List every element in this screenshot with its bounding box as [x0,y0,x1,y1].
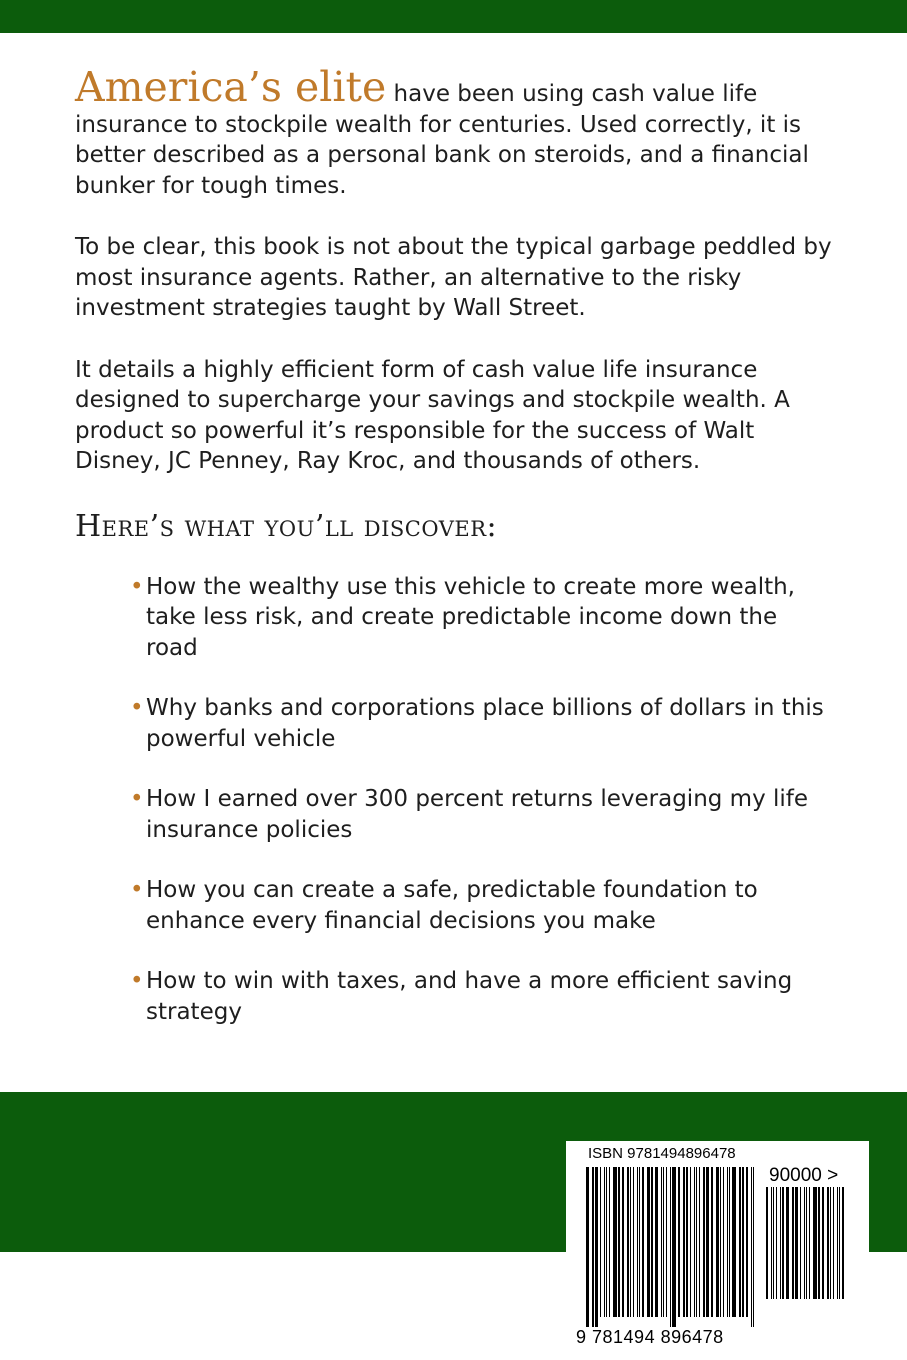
isbn-barcode [566,1141,869,1349]
barcode-bar [773,1187,774,1299]
barcode-bar [647,1167,650,1317]
barcode-bar [727,1167,728,1317]
barcode-bar [792,1187,794,1299]
barcode-bar [600,1167,601,1317]
barcode-bar [690,1167,691,1317]
barcode-bar [742,1167,744,1317]
barcode-bar [723,1167,724,1317]
barcode-bar [842,1187,844,1299]
barcode-bar [739,1167,741,1317]
barcode-bar [818,1187,820,1299]
list-item: • How to win with taxes, and have a more efficient saving strategy [130,968,793,1025]
barcode-bar [683,1167,685,1317]
barcode-bar [622,1167,624,1317]
barcode-bar [833,1187,834,1299]
barcode-bar [729,1167,730,1317]
barcode-bar [822,1187,824,1299]
barcode-bar [837,1187,838,1299]
bullet-icon: • [130,786,144,812]
paragraph-2: To be clear, this book is not about the typical garbage peddled by most insurance agents. Rather, an alternative to the risky investment strategies taught by Wall Street. [75,234,832,321]
barcode-bar [595,1167,598,1327]
barcode-bar [661,1167,662,1317]
barcode-bar [839,1187,840,1299]
intro-text: have been using cash value life insurance to stockpile wealth for centuries. Used correctly, it is better described as a personal bank on steroids, and a financial bunker for tough times. [75,81,809,199]
bullet-icon: • [130,573,144,600]
barcode-bar [651,1167,653,1317]
bullet-icon: • [130,877,144,903]
top-green-band [0,0,907,33]
list-item: • How the wealthy use this vehicle to create more wealth, take less risk, and create predictable income down the road [130,573,795,661]
barcode-number: 9 781494 896478 [576,1327,724,1347]
barcode-bar [751,1167,752,1327]
barcode-bar [732,1167,736,1317]
barcode-bar [780,1187,781,1299]
barcode-bar [604,1167,605,1317]
barcode-bar [642,1167,644,1317]
barcode-bar [609,1167,610,1317]
barcode-bar [800,1187,801,1299]
barcode-bar [699,1167,700,1317]
bullet-icon: • [130,968,144,994]
list-item: • Why banks and corporations place billions of dollars in this powerful vehicle [130,695,824,752]
barcode-bar [795,1187,798,1299]
barcode-bar [618,1167,620,1317]
barcode-bar [753,1167,754,1327]
barcode-bar [746,1167,748,1317]
barcode-bar [630,1167,631,1317]
main-barcode-bars [586,1167,756,1327]
barcode-bar [633,1167,634,1317]
back-cover-text [75,63,835,1057]
isbn-label: ISBN 9781494896478 [588,1145,736,1162]
barcode-bar [678,1167,680,1317]
barcode-bar [666,1167,667,1317]
barcode-bar [809,1187,810,1299]
barcode-bar [776,1187,777,1299]
barcode-bar [771,1187,772,1299]
price-code: 90000 > [769,1165,839,1186]
barcode-bar [804,1187,805,1299]
barcode-bar [672,1167,676,1327]
barcode-bar [711,1167,713,1317]
list-item: • How I earned over 300 percent returns leveraging my life insurance policies [130,786,809,843]
barcode-bar [592,1167,594,1327]
barcode-bar [703,1167,705,1317]
paragraph-3: It details a highly efficient form of cash value life insurance designed to supercharge your savings and stockpile wealth. A product so powerful it’s responsible for the success of Walt Disney, JC Penney, Ray Kroc, and thousands of others. [75,356,790,474]
intro-paragraph [75,63,835,201]
barcode-bar [813,1187,817,1299]
barcode-bar [694,1167,695,1317]
barcode-bar [696,1167,697,1317]
discover-heading: Here’s what you’ll discover: [75,508,498,544]
barcode-bar [586,1167,589,1327]
discover-list [75,572,835,1028]
barcode-bar [827,1187,829,1299]
barcode-bar [670,1167,671,1327]
barcode-bar [613,1167,617,1317]
barcode-bar [766,1187,768,1299]
intro-lead: America’s elite [75,63,387,111]
barcode-bar [806,1187,807,1299]
barcode-bar [706,1167,709,1317]
barcode-bar [606,1167,607,1317]
barcode-bar [686,1167,688,1317]
barcode-bar [830,1187,831,1299]
barcode-bar [663,1167,664,1317]
barcode-bar [627,1167,629,1317]
barcode-bar [786,1187,789,1299]
barcode-bar [655,1167,658,1317]
bullet-icon: • [130,695,144,721]
barcode-bar [639,1167,640,1317]
barcode-bar [716,1167,719,1317]
list-item: • How you can create a safe, predictable foundation to enhance every financial decisions you make [130,877,758,934]
barcode-bar [782,1187,784,1299]
barcode-bar [637,1167,638,1317]
barcode-bar [720,1167,721,1317]
addon-barcode-bars [766,1187,850,1299]
